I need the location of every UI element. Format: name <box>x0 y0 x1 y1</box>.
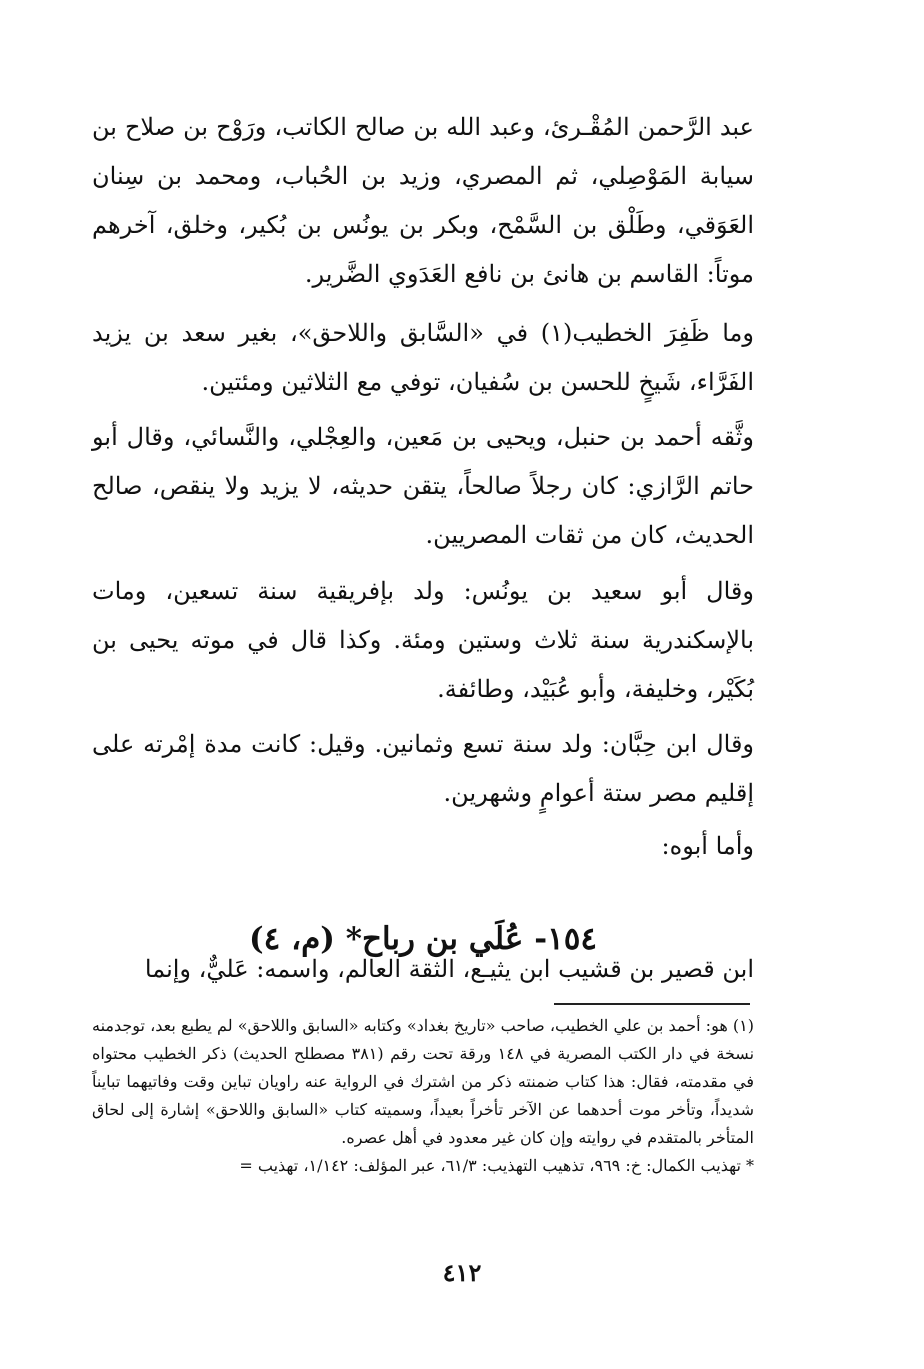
entry-heading: ١٥٤- عُلَي بن رباح* (م، ٤) <box>248 920 598 957</box>
paragraph-ibn-hibban: وقال ابن حِبَّان: ولد سنة تسع وثمانين. وقيل: كانت مدة إمْرته على إقليم مصر ستة أعوامٍ وشهرين. <box>92 730 754 807</box>
paragraph-narrators-list: عبد الرَّحمن المُقْـرئ، وعبد الله بن صالح الكاتب، ورَوْح بن صلاح بن سيابة المَوْصِلي، ثم المصري، وزيد بن الحُباب، ومحمد بن سِنان العَوَقي، وطَلْق بن السَّمْح، وبكر بن يونُس بن بُكير، وخلق، آخرهم موتاً: القاسم بن هانئ بن نافع العَدَوي الضَّرير. <box>92 113 754 288</box>
paragraph-his-father: وأما أبوه: <box>661 832 754 860</box>
paragraph-reliability: وثَّقه أحمد بن حنبل، ويحيى بن مَعين، والعِجْلي، والنَّسائي، وقال أبو حاتم الرَّازي: كان رجلاً صالحاً، يتقن حديثه، لا يزيد ولا ينقص، صالح الحديث، كان من ثقات المصريين. <box>92 423 754 549</box>
page-number: ٤١٢ <box>442 1258 482 1287</box>
footnote-sources: * تهذيب الكمال: خ: ٩٦٩، تذهيب التهذيب: ٦١/٣، عبر المؤلف: ١/١٤٢، تهذيب = <box>239 1156 754 1175</box>
footnote-divider <box>554 1003 750 1005</box>
paragraph-birth-death: وقال أبو سعيد بن يونُس: ولد بإفريقية سنة تسعين، ومات بالإسكندرية سنة ثلاث وستين ومئة. وكذا قال في موته يحيى بن بُكَيْر، وخليفة، وأبو عُبَيْد، وطائفة. <box>92 577 754 703</box>
footnote-1: (١) هو: أحمد بن علي الخطيب، صاحب «تاريخ بغداد» وكتابه «السابق واللاحق» لم يطبع بعد، توجدمنه نسخة في دار الكتب المصرية في ١٤٨ ورقة تحت رقم (٣٨١ مصطلح الحديث) ذكر الخطيب محتواه في مقدمته، فقال: هذا كتاب ضمنته ذكر من اشترك في الرواية عنه راويان تباين وقت وفاتيهما تبايناً شديداً، وتأخر موت أحدهما عن الآخر تأخراً بعيداً، وسميته كتاب «السابق واللاحق» إشارة إلى لحاق المتأخر بالمتقدم في روايته وإن كان غير معدود في أهل عصره. <box>92 1016 755 1147</box>
entry-opening-line: ابن قصير بن قشيب ابن يثيـع، الثقة العالم، واسمه: عَليٌّ، وإنما <box>144 955 754 983</box>
paragraph-khatib-note: وما ظَفِرَ الخطيب(١) في «السَّابق واللاحق»، بغير سعد بن يزيد الفَرَّاء، شَيخٍ للحسن بن سُفيان، توفي مع الثلاثين ومئتين. <box>92 319 754 396</box>
footnotes-section <box>92 1012 754 1180</box>
